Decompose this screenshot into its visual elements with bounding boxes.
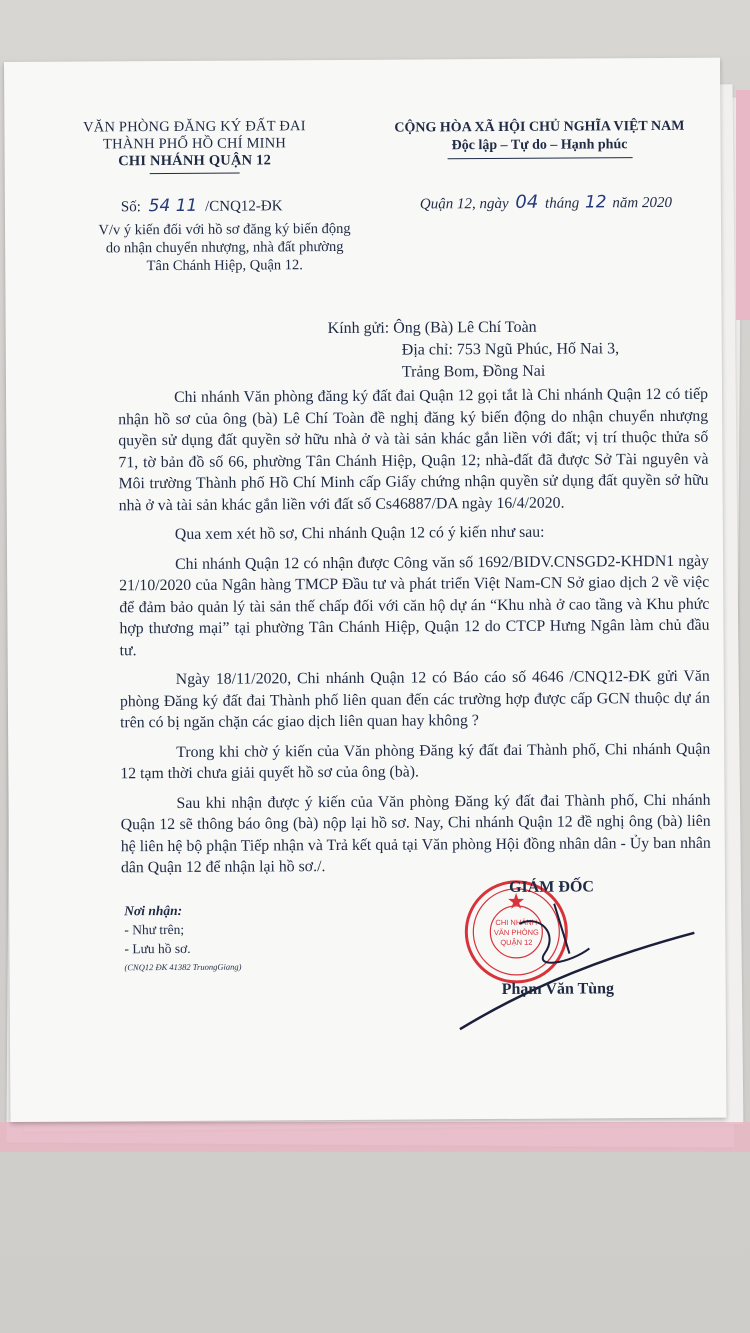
- recipient-label: Kính gửi:: [327, 319, 390, 338]
- recipient-address-2: Trảng Bom, Đồng Nai: [401, 362, 546, 381]
- official-letter: [4, 58, 726, 1122]
- date-month: 12: [584, 192, 607, 213]
- issuer-underline: [150, 173, 240, 175]
- pink-folder-bottom: [0, 1122, 750, 1152]
- recipient-address-1: Địa chỉ: 753 Ngũ Phúc, Hố Nai 3,: [401, 340, 620, 359]
- recipient-item: - Lưu hồ sơ.: [124, 940, 191, 957]
- date-place: Quận 12, ngày: [419, 195, 509, 213]
- date-month-word: tháng: [544, 195, 580, 212]
- svg-text:QUẬN 12: QUẬN 12: [500, 937, 533, 947]
- svg-text:VĂN PHÒNG: VĂN PHÒNG: [493, 927, 539, 938]
- body-paragraph: Sau khi nhận được ý kiến của Văn phòng Đăng ký đất đai Thành phố, Chi nhánh Quận 12 sẽ thông báo ông (bà) nộp lại hồ sơ. Nay, Chi nhánh Quận 12 đề nghị ông (bà) liên hệ liên hệ bộ phận Tiếp nhận và Trả kết quả tại Văn phòng Hội đồng nhân dân - Ủy ban nhân dân Quận 12 để nhận lại hồ sơ./.: [120, 791, 711, 877]
- filing-reference: (CNQ12 ĐK 41382 TruongGiang): [124, 961, 242, 973]
- subject-line: V/v ý kiến đối với hồ sơ đăng ký biến động do nhận chuyển nhượng, nhà đất phường Tân Chánh Hiệp, Quận 12.: [98, 220, 351, 275]
- doc-number-handwritten: 54 11: [148, 195, 198, 217]
- national-motto: Độc lập – Tự do – Hạnh phúc: [451, 137, 628, 154]
- motto-underline: [447, 157, 632, 159]
- body-paragraph: Trong khi chờ ý kiến của Văn phòng Đăng ký đất đai Thành phố, Chi nhánh Quận 12 tạm thời chưa giải quyết hồ sơ của ông (bà).: [120, 740, 711, 783]
- national-header: [374, 118, 704, 160]
- doc-number-prefix: Số:: [120, 199, 141, 216]
- pink-folder-edge: [736, 90, 750, 320]
- issuer-line-3: CHI NHÁNH QUẬN 12: [118, 152, 272, 170]
- body-paragraph: Chi nhánh Quận 12 có nhận được Công văn số 1692/BIDV.CNSGD2-KHDN1 ngày 21/10/2020 của Ngân hàng TMCP Đầu tư và phát triển Việt Nam-CN Sở giao dịch 2 về việc để đảm bảo quản lý tài sản thế chấp đối với căn hộ dự án “Khu nhà ở cao tầng và Khu phức hợp thương mại” tại phường Tân Chánh Hiệp, Quận 12 do CTCP Hưng Ngân làm chủ đầu tư.: [119, 552, 710, 659]
- national-title: CỘNG HÒA XÃ HỘI CHỦ NGHĨA VIỆT NAM: [394, 118, 685, 136]
- signatory-name: Phạm Văn Tùng: [501, 980, 615, 998]
- document-number: [121, 195, 283, 216]
- date-year: năm 2020: [612, 194, 672, 212]
- recipient-item: - Như trên;: [124, 921, 185, 938]
- issuer-header: [64, 118, 324, 175]
- body-paragraph: Qua xem xét hồ sơ, Chi nhánh Quận 12 có ý kiến như sau:: [174, 523, 545, 543]
- body-paragraph: Chi nhánh Văn phòng đăng ký đất đai Quận 12 gọi tắt là Chi nhánh Quận 12 có tiếp nhận hồ sơ của ông (bà) Lê Chí Toàn đề nghị đăng ký biến động do nhận chuyển nhượng quyền sử dụng đất quyền sở hữu nhà ở và tài sản khác gắn liền với đất; vị trí thuộc thửa số 71, tờ bản đồ số 66, phường Tân Chánh Hiệp, Quận 12; nhà-đất đã được Sở Tài nguyên và Môi trường Thành phố Hồ Chí Minh cấp Giấy chứng nhận quyền sử dụng đất quyền sở hữu nhà ở và tài sản khác gắn liền với đất số Cs46887/DA ngày 16/4/2020.: [118, 385, 709, 514]
- recipient-name: Ông (Bà) Lê Chí Toàn: [393, 318, 537, 337]
- signatory-title: GIÁM ĐỐC: [508, 878, 594, 896]
- date-day: 04: [515, 191, 539, 213]
- letter-body: [118, 384, 711, 887]
- svg-text:CHI NHÁNH: CHI NHÁNH: [495, 917, 538, 928]
- doc-number-suffix: /CNQ12-ĐK: [205, 198, 283, 215]
- recipients-title: Nơi nhận:: [124, 902, 183, 919]
- handwritten-signature-icon: [449, 893, 700, 1045]
- recipient-block: [328, 316, 620, 384]
- issuer-line-1: VĂN PHÒNG ĐĂNG KÝ ĐẤT ĐAI: [83, 118, 306, 136]
- recipients-list: [124, 901, 241, 978]
- document-date: [420, 191, 672, 214]
- issuer-line-2: THÀNH PHỐ HỒ CHÍ MINH: [102, 135, 287, 153]
- body-paragraph: Ngày 18/11/2020, Chi nhánh Quận 12 có Báo cáo số 4646 /CNQ12-ĐK gửi Văn phòng Đăng ký đất đai Thành phố liên quan đến các trường hợp được cấp GCN thuộc dự án trên có bị ngăn chặn các giao dịch liên quan hay không ?: [119, 667, 710, 732]
